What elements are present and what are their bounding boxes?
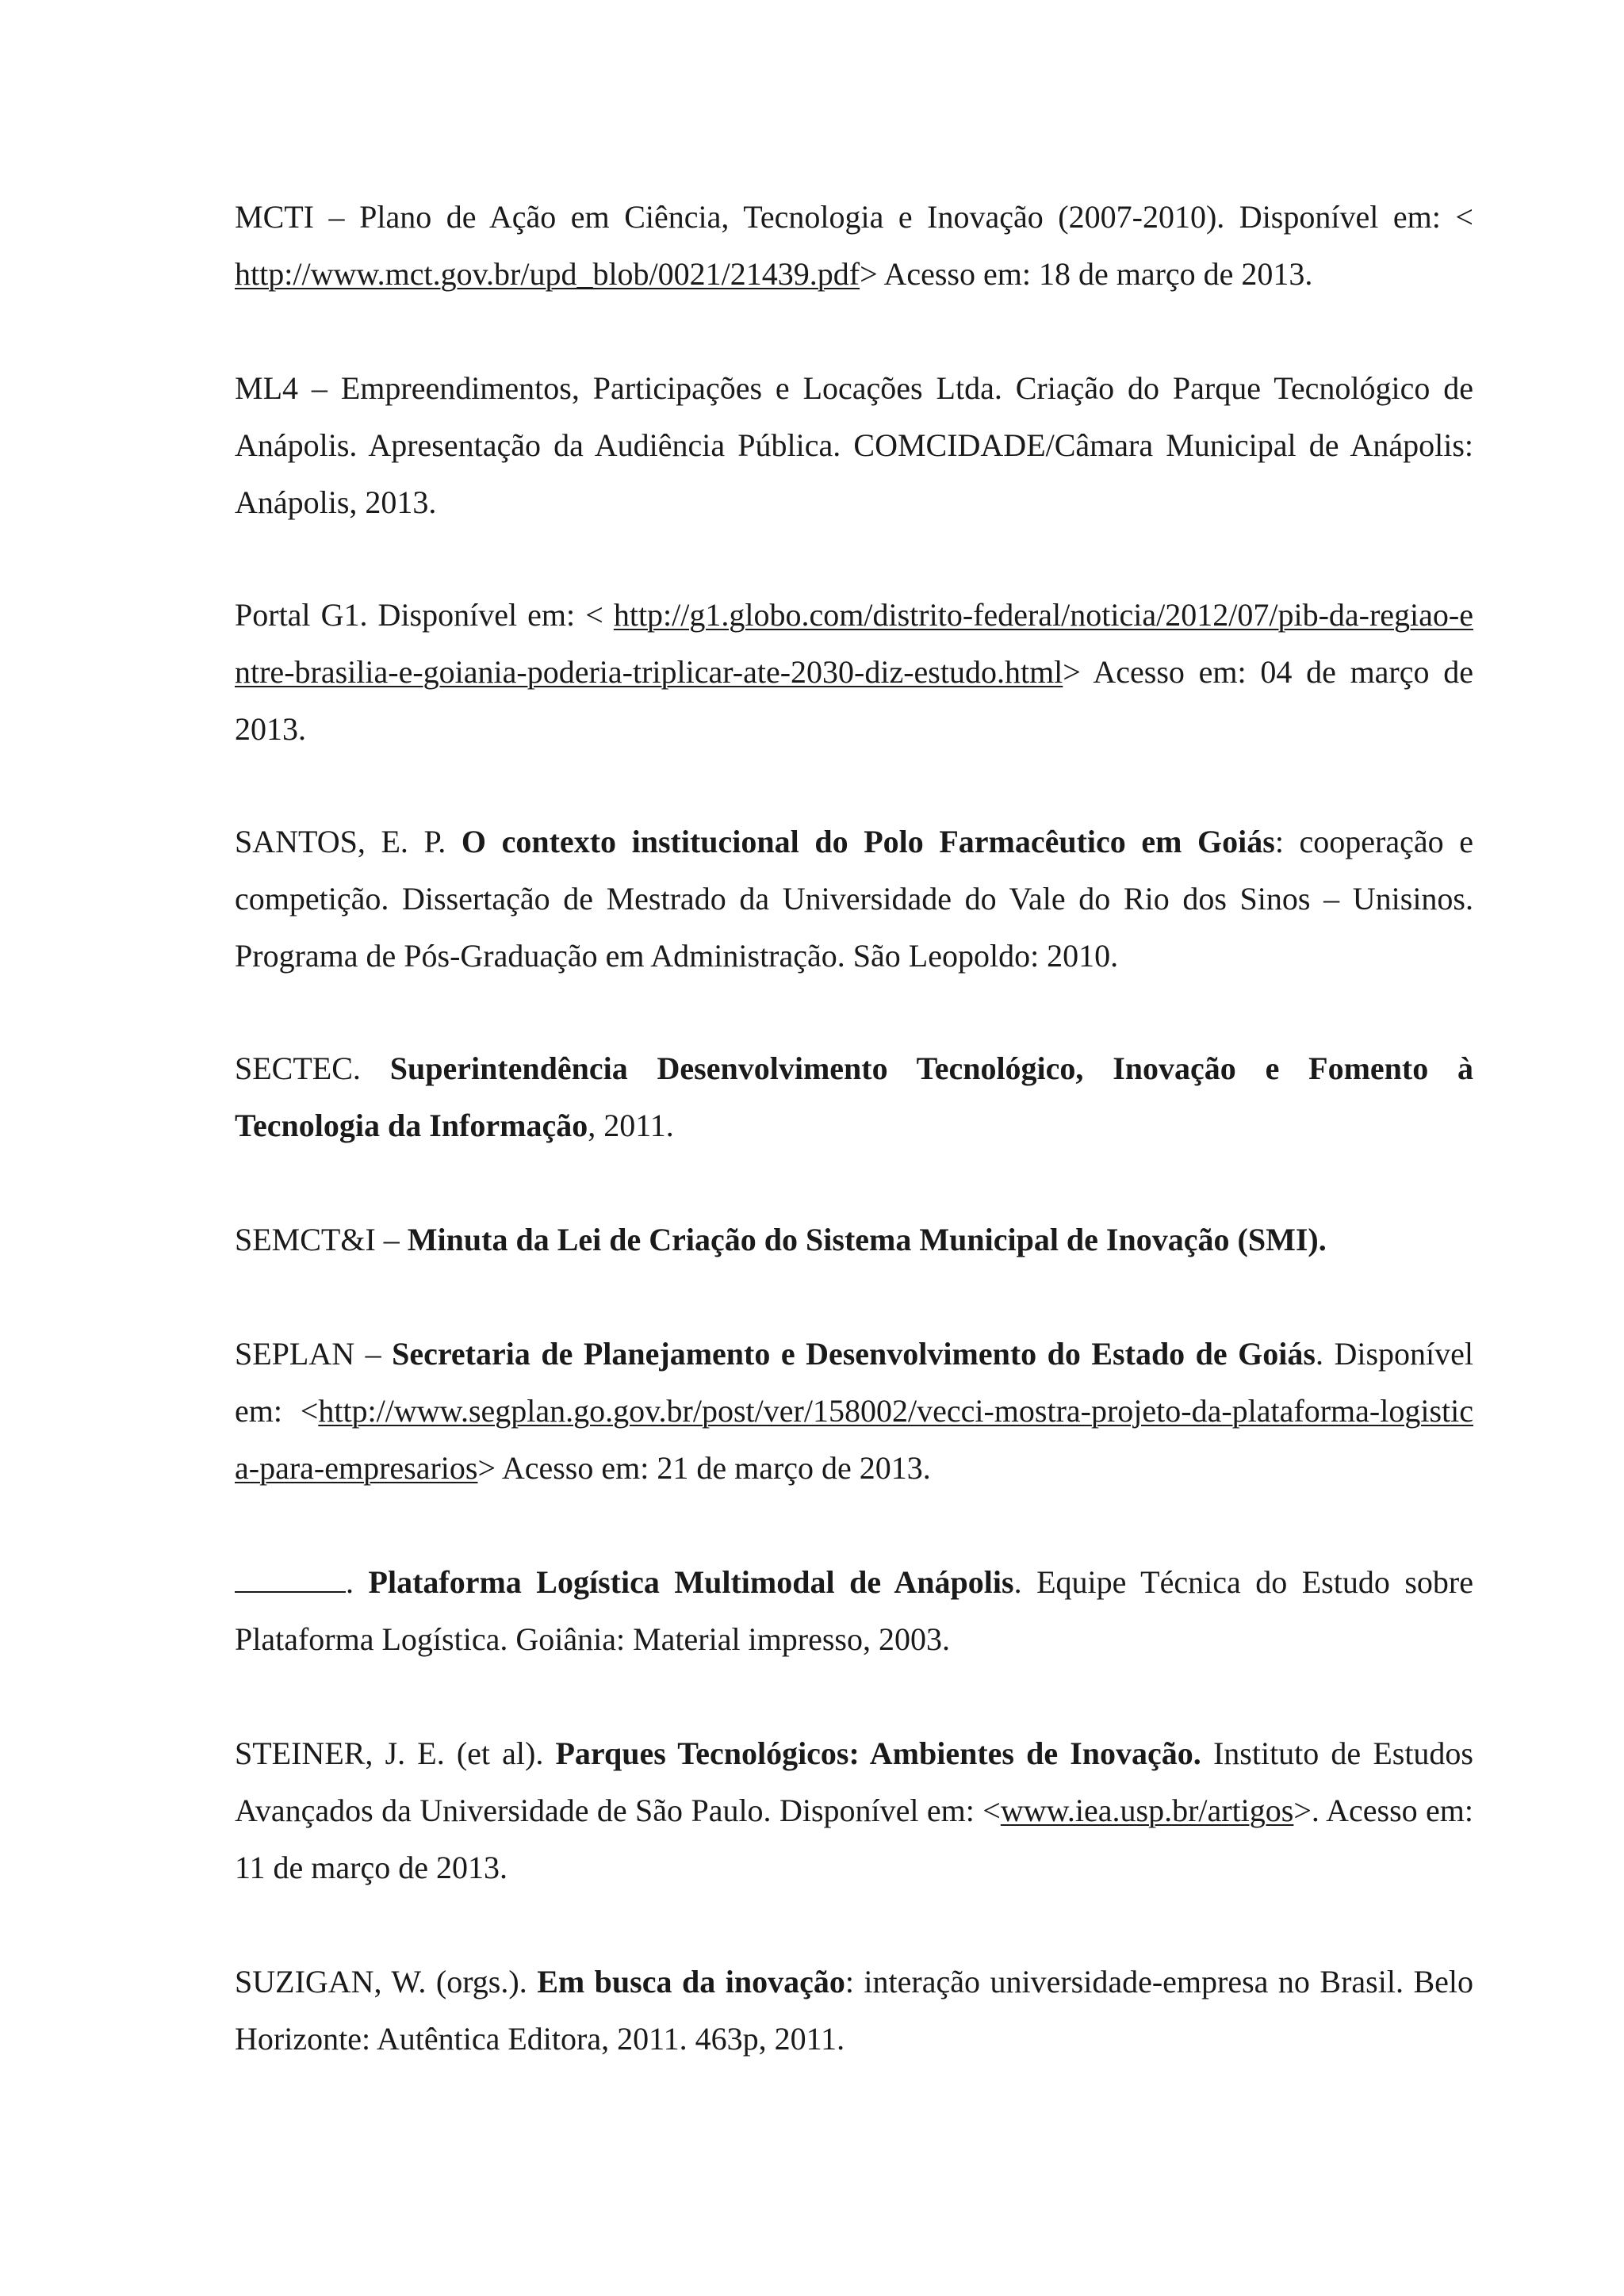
reference-access-date: > Acesso em: 04 de março de 2013. <box>235 654 1473 747</box>
reference-link[interactable]: http://www.segplan.go.gov.br/post/ver/158002/vecci-mostra-projeto-da-plataforma-logistica-para-empresarios <box>235 1393 1473 1486</box>
reference-title: Superintendência Desenvolvimento Tecnológico, Inovação e Fomento à Tecnologia da Informação <box>235 1050 1473 1143</box>
reference-seplan <box>235 1326 1473 1497</box>
reference-text: MCTI – Plano de Ação em Ciência, Tecnologia e Inovação (2007-2010). Disponível em: < <box>235 199 1473 235</box>
reference-text: ML4 – Empreendimentos, Participações e Locações Ltda. Criação do Parque Tecnológico de Anápolis. Apresentação da Audiência Pública. COMCIDADE/Câmara Municipal de Anápolis: Anápolis, 2013. <box>235 370 1473 520</box>
reference-details: . Equipe Técnica do Estudo sobre Plataforma Logística. Goiânia: Material impresso, 2003. <box>235 1564 1474 1657</box>
reference-author: STEINER, J. E. (et al). <box>235 1735 556 1771</box>
reference-sectec <box>235 1040 1473 1154</box>
reference-title: O contexto institucional do Polo Farmacêutico em Goiás <box>461 824 1275 859</box>
reference-santos <box>235 813 1473 985</box>
reference-details: . Disponível em: < <box>235 1336 1474 1429</box>
reference-portal-g1 <box>235 587 1473 758</box>
reference-author: SEMCT&I – <box>235 1222 408 1257</box>
reference-title: Minuta da Lei de Criação do Sistema Municipal de Inovação (SMI). <box>407 1222 1327 1257</box>
reference-steiner <box>235 1725 1473 1896</box>
reference-list <box>235 189 1473 2125</box>
reference-link[interactable]: http://www.mct.gov.br/upd_blob/0021/21439.pdf <box>235 256 860 292</box>
reference-author: SUZIGAN, W. (orgs.). <box>235 1964 538 1999</box>
reference-details: : cooperação e competição. Dissertação de Mestrado da Universidade do Vale do Rio dos Sinos – Unisinos. Programa de Pós-Graduação em Administração. São Leopoldo: 2010. <box>235 824 1473 974</box>
reference-text: Portal G1. Disponível em: < <box>235 597 614 633</box>
reference-author: SEPLAN – <box>235 1336 393 1372</box>
reference-ml4 <box>235 360 1473 531</box>
reference-link[interactable]: http://g1.globo.com/distrito-federal/noticia/2012/07/pib-da-regiao-entre-brasilia-e-goiania-poderia-triplicar-ate-2030-diz-estudo.html <box>235 597 1473 690</box>
reference-access-date: > Acesso em: 18 de março de 2013. <box>860 256 1313 292</box>
reference-details: Instituto de Estudos Avançados da Universidade de São Paulo. Disponível em: < <box>235 1735 1474 1828</box>
reference-access-date: >. Acesso em: 11 de março de 2013. <box>235 1793 1474 1885</box>
reference-title: Em busca da inovação <box>537 1964 845 1999</box>
reference-title: Plataforma Logística Multimodal de Anápolis <box>368 1564 1014 1600</box>
reference-author: SECTEC. <box>235 1050 390 1086</box>
reference-details: : interação universidade-empresa no Brasil. Belo Horizonte: Autêntica Editora, 2011. 463p, 2011. <box>235 1964 1473 2057</box>
reference-title: Secretaria de Planejamento e Desenvolvimento do Estado de Goiás <box>392 1336 1316 1372</box>
author-repeat-line <box>235 1564 346 1593</box>
reference-plataforma-logistica <box>235 1554 1473 1668</box>
reference-title: Parques Tecnológicos: Ambientes de Inovação. <box>555 1735 1201 1771</box>
reference-semcti <box>235 1211 1473 1269</box>
reference-details: , 2011. <box>588 1108 674 1143</box>
reference-mcti <box>235 189 1473 303</box>
reference-prefix: . <box>346 1564 369 1600</box>
reference-link[interactable]: www.iea.usp.br/artigos <box>1000 1793 1294 1828</box>
reference-suzigan <box>235 1954 1473 2068</box>
reference-access-date: > Acesso em: 21 de março de 2013. <box>477 1450 931 1486</box>
reference-author: SANTOS, E. P. <box>235 824 462 859</box>
